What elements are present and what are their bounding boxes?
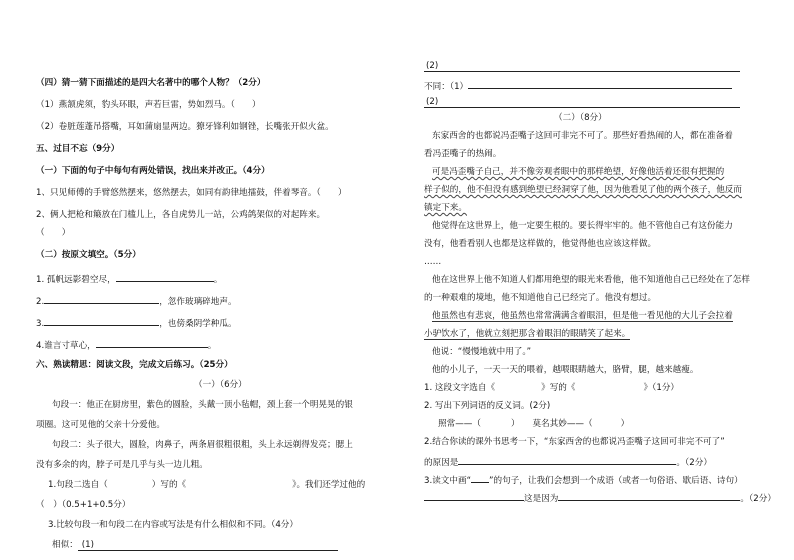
fill-4-end: 。: [207, 341, 217, 351]
different-line-2: [424, 96, 740, 108]
rpassage-4b: 的一种艰难的境地，他不知道他自己已经完了。他没有想过。: [424, 293, 657, 303]
similar-num-1: (1): [81, 540, 94, 550]
fill-2-end: ，忽作玻璃碎地声。: [159, 297, 237, 307]
rquestion-4-mark: [471, 472, 489, 483]
fill-line-2: 2. ，忽作玻璃碎地声。: [36, 293, 237, 308]
question-2-similar: [52, 539, 338, 551]
question-1-part-b: ）写的《: [151, 480, 187, 490]
rpassage-2c: [424, 202, 467, 214]
rpassage-1a: 东家西舍的也都说冯歪嘴子这回可非完不可了。那些好看热闹的人，都在准备着: [432, 131, 733, 141]
rpassage-6: 他说：“慢慢地就中用了。”: [432, 347, 532, 357]
subsection-2-title: （二）（8分）: [554, 113, 607, 123]
section-4-question-1: （1）燕颔虎须，豹头环眼，声若巨雷，势如烈马。（ ）: [36, 100, 261, 110]
passage-2-line-b: 没有多余的肉，脖子可是几乎与头一边儿粗。: [36, 460, 208, 470]
rquestion-2: 2. 写出下列词语的反义词。(2分): [424, 401, 551, 411]
different-label: 不同：（1）: [424, 82, 469, 92]
different-line-1: [424, 78, 732, 93]
passage-1-line-b: 项圈。这可见他的父亲十分爱他。: [36, 420, 165, 430]
answer-line-2: [424, 60, 740, 72]
rquestion-4a: [424, 472, 743, 487]
different-2-label: (2): [426, 97, 439, 107]
section-5-part-1-q1: 1、只见师傅的手臂悠然摆来，悠然摆去，如同有韵律地擂鼓，伴着琴音。（ ）: [36, 188, 347, 198]
rquestion-2-antonyms: [438, 418, 629, 430]
fill-1-text: 1. 孤帆远影碧空尽，: [36, 275, 116, 285]
passage-1-line-a: 句段一：他正在厨房里，紫色的圆脸，头戴一顶小毡帽，颈上套一个明晃晃的银: [52, 400, 353, 410]
rquestion-3-label: 的原因是: [424, 458, 459, 468]
rpassage-5b: [424, 328, 630, 340]
question-1-score: （ ）（0.5+1+0.5分）: [36, 500, 131, 510]
antonym-2-label: ） 莫名其妙——（: [510, 419, 593, 429]
question-1: [48, 479, 365, 491]
rquestion-1: [424, 382, 679, 394]
section-5-part-1-q2: 2、俩人把枪和簸放在门槛儿上，各自虎势儿一站，公鸡鸽架似的对起阵来。: [36, 210, 326, 220]
section-5-part-2-title: （二）按原文填空。（5分）: [36, 250, 141, 260]
different-1-blank[interactable]: [468, 78, 732, 89]
rquestion-1-c: 》写的《: [541, 383, 576, 393]
fill-4-blank[interactable]: [96, 337, 208, 348]
rpassage-ellipsis: ……: [424, 257, 442, 267]
rquestion-4b: [424, 490, 776, 505]
question-1-part-c: 》。我们还学过他的: [292, 480, 366, 490]
rquestion-3-blank[interactable]: [458, 454, 676, 465]
similar-label: 相似：: [52, 540, 78, 550]
rquestion-1-a: 1. 这段文字选自《: [424, 383, 496, 393]
different-2-blank[interactable]: [424, 96, 740, 108]
fill-line-1: [36, 271, 222, 286]
fill-2-blank[interactable]: [44, 293, 159, 304]
rquestion-3-score: 。（2分）: [676, 458, 712, 468]
section-4-title: （四）猜一猜下面描述的是四大名著中的哪个人物？（2分）: [36, 78, 266, 88]
rpassage-3b: 没有，他看看别人也都是这样做的，他觉得他也应该这样做。: [424, 239, 657, 249]
fill-line-3: 3. ，也傍桑阴学种瓜。: [36, 315, 237, 330]
rpassage-2b-text: 样子似的，他不但没有感到绝望已经洞穿了他，因为他看见了他的两个孩子，他反而: [424, 185, 742, 195]
rquestion-4-c: 这是因为: [524, 494, 559, 504]
question-2: 3.比较句段一和句段二在内容或写法是有什么相似和不同。（4分）: [48, 520, 298, 530]
rquestion-1-b: 》（1分）: [643, 383, 680, 393]
question-1-part-a: 1.句段二选自（: [48, 480, 108, 490]
rquestion-4-blank-2[interactable]: [558, 490, 740, 501]
rpassage-2a-text: 可是冯歪嘴子自己，并不像旁观者眼中的那样绝望，好像他活着还很有把握的: [432, 167, 725, 177]
section-4-question-2: （2）卷脏莲蓬吊搭嘴，耳如蒲扇显两边。獠牙锋利如钢锉，长嘴张开似火盆。: [36, 122, 334, 132]
fill-4-text: 4.谁言寸草心，: [36, 341, 96, 351]
fill-3-blank[interactable]: [44, 315, 159, 326]
rquestion-4-d: 。（2分）: [740, 494, 776, 504]
rquestion-4-a: 3.读文中画“: [424, 476, 472, 486]
rquestion-4-b: ”的句子，让我们会想到一个成语（或者一句俗语、歇后语、诗句）: [489, 476, 743, 486]
fill-1-end: 。: [213, 275, 223, 285]
rpassage-5a-text: 他虽然也有悲哀，他虽然也常常满满含着眼泪，但是他一看见他的大儿子会拉着: [432, 311, 733, 321]
rpassage-3a: 他觉得在这世界上，他一定要生根的。要长得牢牢的。他不管他自己有这份能力: [432, 221, 733, 231]
section-5-part-1-title: （一）下面的句子中每句有两处错误，找出来并改正。（4分）: [36, 166, 270, 176]
passage-2-line-a: 句段二：头子很大，圆脸，肉鼻子，两条眉很粗很粗，头上永远剃得发亮；腮上: [52, 440, 353, 450]
antonym-1-label: 照常——（: [438, 419, 481, 429]
antonym-close: ）: [620, 419, 630, 429]
fill-line-4: [36, 337, 216, 352]
rpassage-4a: 他在这世界上他不知道人们都用绝望的眼光来看他，他不知道他自己已经处在了怎样: [432, 275, 750, 285]
section-6-title: 六、熟读精思：阅读文段，完成文后练习。（25分）: [36, 360, 233, 370]
rquestion-3b: [424, 454, 712, 469]
rpassage-5b-text: 小驴饮水了，他就立刻把那含着眼泪的眼睛笑了起来。: [424, 329, 631, 339]
answer-line-2-blank[interactable]: [424, 60, 740, 72]
subsection-1-title: （一）（6分）: [194, 380, 247, 390]
rpassage-5a: [432, 310, 733, 322]
section-5-title: 五、过目不忘（9分）: [36, 144, 120, 154]
rquestion-3a: 2.结合你读的课外书思考一下，“东家西舍的也都说冯歪嘴子这回可非完不可了”: [424, 437, 725, 447]
rpassage-1b: 看冯歪嘴子的热闹。: [424, 149, 502, 159]
fill-3-end: ，也傍桑阴学种瓜。: [159, 319, 237, 329]
fill-1-blank[interactable]: [116, 271, 214, 282]
rquestion-4-blank-1[interactable]: [424, 490, 524, 501]
rpassage-2b: [424, 184, 742, 196]
answer-line-2-label: (2): [426, 61, 439, 71]
section-5-part-1-q2-blank: （ ）: [36, 228, 71, 238]
rpassage-7: 他的小儿子，一天一天的喂着，越喂眼睛越大，胳臂，腿，越来越瘦。: [432, 365, 699, 375]
rpassage-2c-text: 镇定下来。: [424, 203, 467, 213]
similar-answer-line[interactable]: [78, 539, 338, 551]
rpassage-2a: [432, 166, 724, 178]
